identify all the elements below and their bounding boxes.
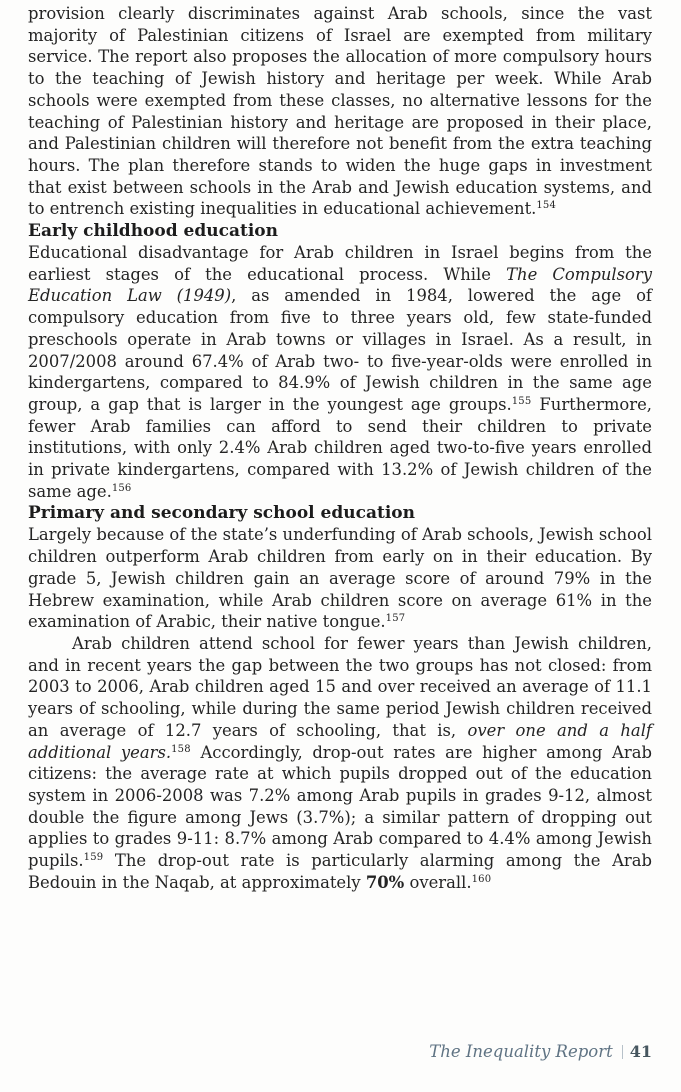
footnote-ref-159: 159 xyxy=(83,852,104,864)
paragraph-text: Largely because of the state’s underfunding of Arab schools, Jewish school children outperform Arab children from early on in their education. By grade 5, Jewish children gain an average score of around 79% in the Hebrew examination, while Arab children score on average 61% in the examination of Arabic, their native tongue. xyxy=(28,525,652,632)
footnote-ref-157: 157 xyxy=(385,613,406,625)
paragraph-text: , as amended in 1984, lowered the age of compulsory education from five to three years old, few state-funded preschools operate in Arab towns or villages in Israel. As a result, in 2007/2008 around 67.4% of Arab two- to five-year-olds were enrolled in kindergartens, compared to 84.9% of Jewish children in the same age group, a gap that is larger in the youngest age groups. xyxy=(28,286,652,414)
paragraph-text: Educational disadvantage for Arab children in Israel begins from the earliest stages of the educational process. While xyxy=(28,243,652,284)
paragraph-dropout-rates xyxy=(28,633,652,893)
footnote-ref-154: 154 xyxy=(536,200,557,212)
footnote-ref-155: 155 xyxy=(511,395,532,407)
paragraph-text: provision clearly discriminates against Arab schools, since the vast majority of Palestinian citizens of Israel are exempted from military service. The report also proposes the allocation of more compulsory hours to the teaching of Jewish history and heritage per week. While Arab schools were exempted from these classes, no alternative lessons for the teaching of Palestinian history and heritage are proposed in their place, and Palestinian children will therefore not benefit from the extra teaching hours. The plan therefore stands to widen the huge gaps in investment that exist between schools in the Arab and Jewish education systems, and to entrench existing inequalities in educational achievement. xyxy=(28,4,652,219)
additional-years-italic: over one and a half additional years. xyxy=(28,720,653,762)
paragraph-text: Arab children attend school for fewer years than Jewish children, and in recent years the gap between the two groups has not closed: from 2003 to 2006, Arab children aged 15 and over received an average of 11.1 years of schooling, while during the same period Jewish children received an average of 12.7 years of schooling, that is, xyxy=(28,633,652,740)
law-title-italic: The Compulsory Education Law (1949) xyxy=(28,264,652,306)
page-footer xyxy=(429,1042,652,1061)
paragraph-military-service xyxy=(28,3,652,220)
paragraph-underfunding xyxy=(28,524,652,633)
footnote-ref-160: 160 xyxy=(471,873,492,885)
heading-early-childhood-education: Early childhood education xyxy=(28,221,278,242)
paragraph-text: Furthermore, fewer Arab families can afford to send their children to private institutions, with only 2.4% Arab children aged two-to-five years enrolled in private kindergartens, compared with 13.2% of Jewish children of the same age. xyxy=(28,394,652,501)
paragraph-early-childhood xyxy=(28,242,652,502)
text-column xyxy=(28,0,652,893)
page-number: 41 xyxy=(629,1042,652,1061)
heading-primary-secondary-education: Primary and secondary school education xyxy=(28,503,415,524)
dropout-rate-bold: 70% xyxy=(365,872,405,892)
footer-separator xyxy=(622,1045,623,1059)
paragraph-text: overall. xyxy=(404,872,472,892)
report-title: The Inequality Report xyxy=(429,1042,613,1061)
paragraph-text: Accordingly, drop-out rates are higher among Arab citizens: the average rate at which pupils dropped out of the education system in 2006-2008 was 7.2% among Arab pupils in grades 9-12, almost double the figure among Jews (3.7%); a similar pattern of dropping out applies to grades 9-11: 8.7% among Arab compared to 4.4% among Jewish pupils. xyxy=(28,742,652,871)
footnote-ref-158: 158 xyxy=(171,743,191,755)
paragraph-text: The drop-out rate is particularly alarming among the Arab Bedouin in the Naqab, at approximately xyxy=(28,851,652,892)
footnote-ref-156: 156 xyxy=(111,482,132,494)
